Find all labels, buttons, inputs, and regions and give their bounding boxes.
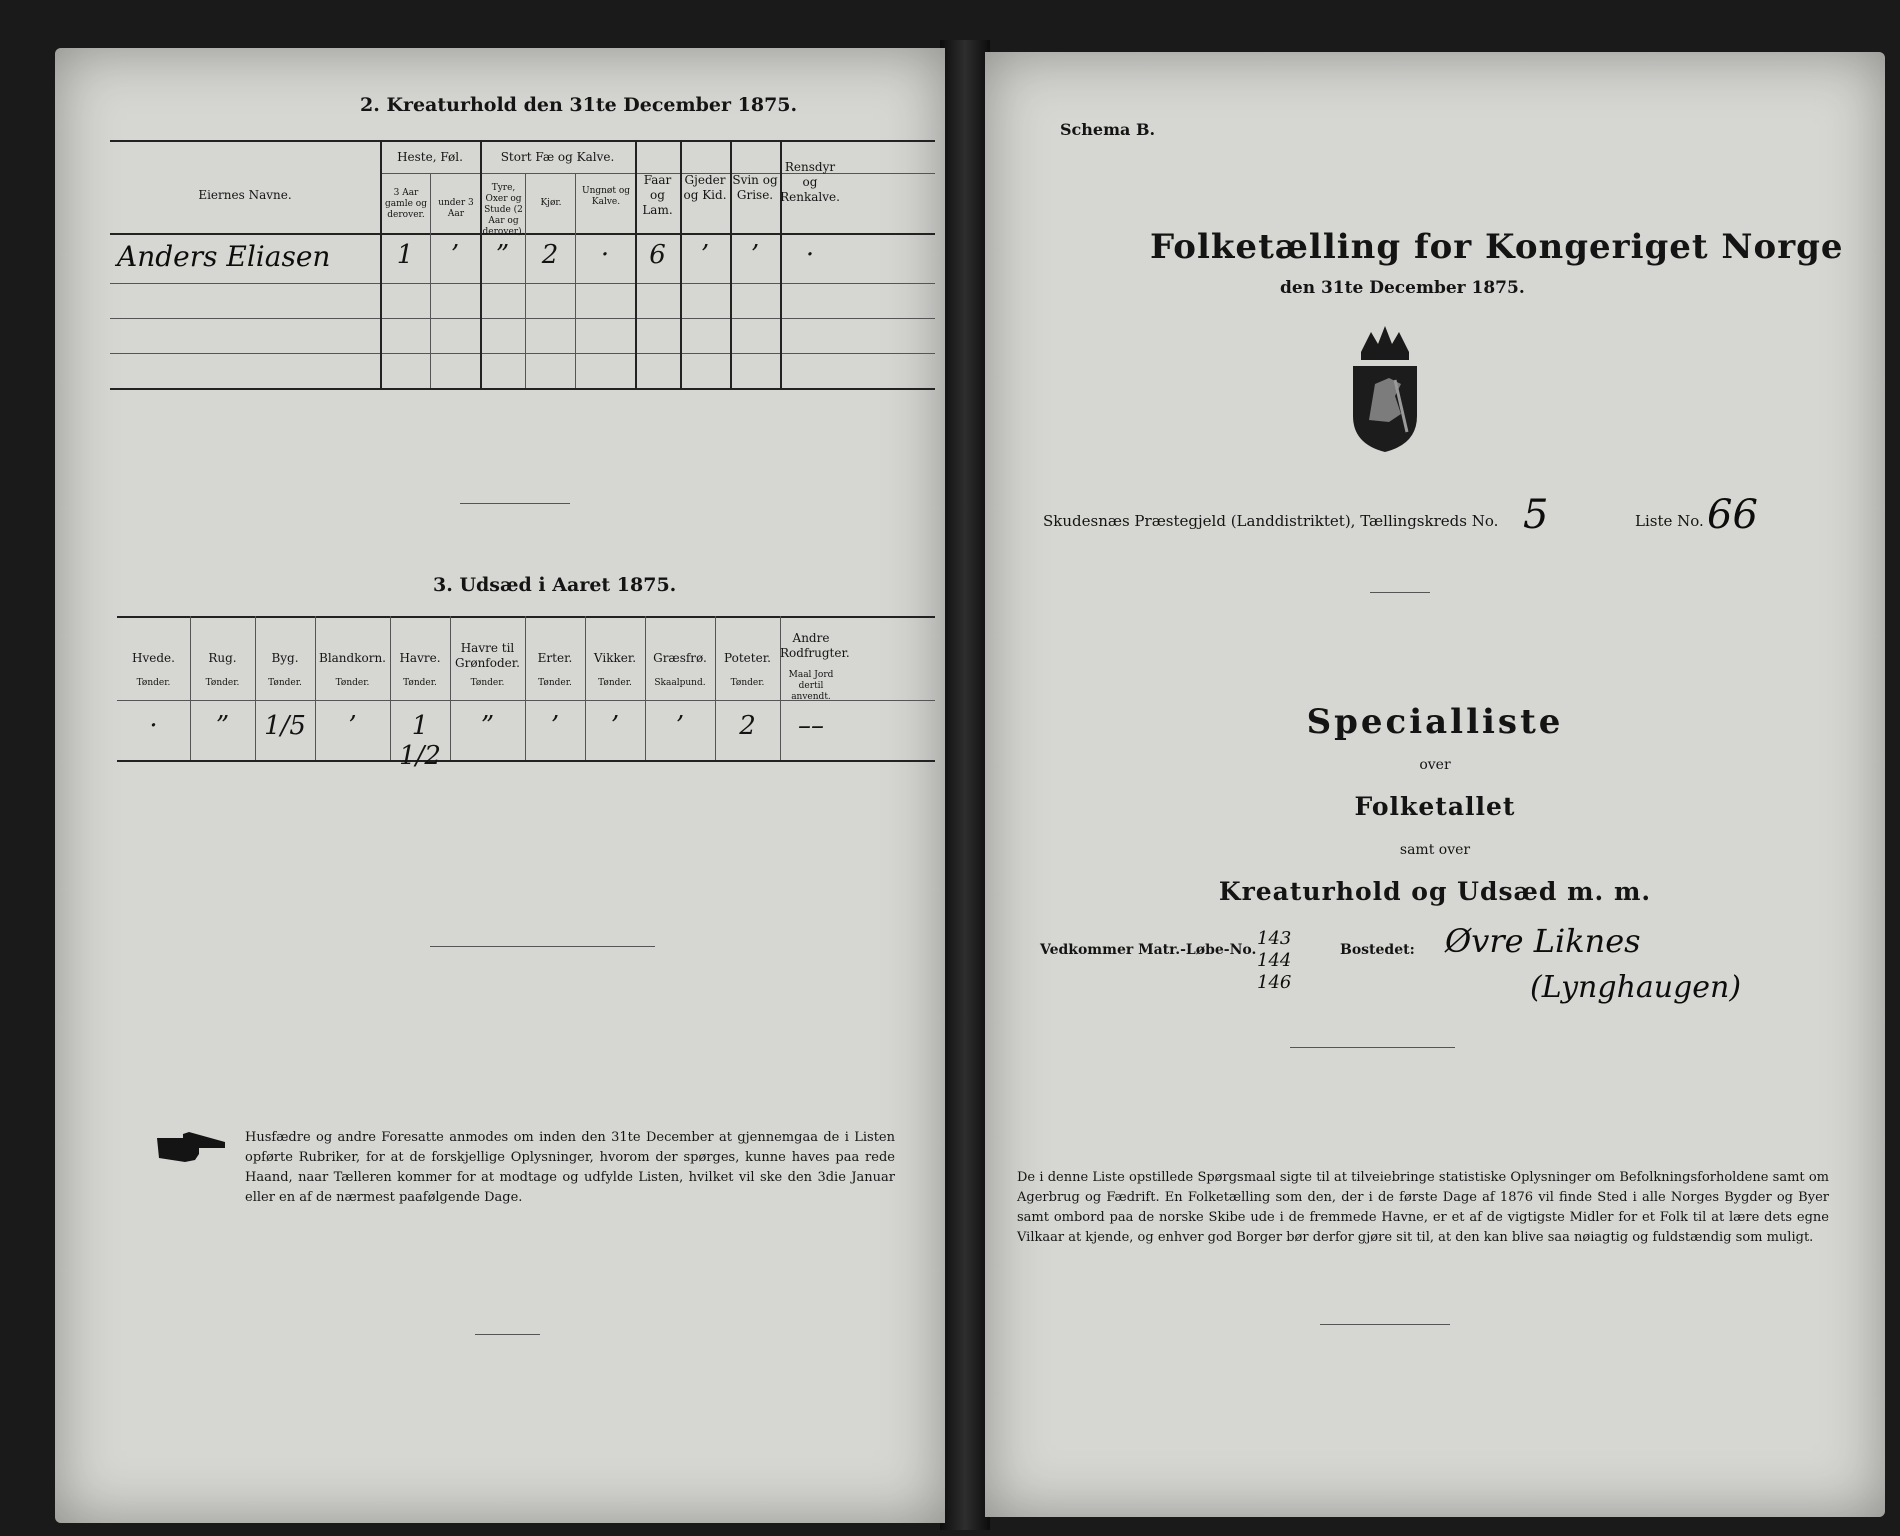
seed-header: Hvede. (132, 651, 175, 665)
liste-number: 66 (1707, 492, 1758, 538)
livestock-cell: 6 (649, 240, 666, 270)
cows-header: Kjør. (540, 198, 562, 208)
seed-header: Poteter. (724, 651, 771, 665)
livestock-cell: ’ (450, 240, 460, 270)
seed-cell: ” (215, 711, 230, 741)
seed-top-rule (117, 616, 935, 618)
separator-rule (1290, 1047, 1455, 1048)
book-gutter (940, 40, 990, 1530)
seed-cell: ’ (348, 711, 357, 741)
kreaturhold-heading: Kreaturhold og Udsæd m. m. (1218, 877, 1652, 906)
matr-label: Vedkommer Matr.-Løbe-No. (1040, 942, 1257, 958)
right-page (985, 52, 1885, 1517)
cattle-group-header: Stort Fæ og Kalve. (500, 150, 615, 164)
horses-3plus-header: 3 Aar gamle og derover. (385, 188, 427, 220)
bosted-subvalue: (Lynghaugen) (1530, 970, 1742, 1005)
seed-header: Blandkorn. (319, 651, 386, 665)
bosted-label: Bostedet: (1340, 942, 1415, 958)
seed-unit: Tønder. (538, 678, 572, 688)
census-title: Folketælling for Kongeriget Norge (1150, 227, 1844, 267)
district-label: Skudesnæs Præstegjeld (Landdistriktet), Tællingskreds No. (1043, 512, 1499, 530)
sheep-header: Faar og Lam. (642, 173, 673, 217)
seed-cell: ’ (610, 711, 620, 741)
specialliste-heading: Specialliste (1306, 702, 1564, 742)
separator-rule (1370, 592, 1430, 593)
district-number: 5 (1523, 492, 1549, 538)
norway-coat-of-arms-icon (1345, 322, 1425, 454)
matr-number: 146 (1257, 972, 1292, 993)
livestock-cell: ” (495, 240, 510, 270)
seed-title: 3. Udsæd i Aaret 1875. (433, 574, 677, 596)
samt-over-label: samt over (1399, 842, 1471, 858)
goats-header: Gjeder og Kid. (683, 173, 727, 202)
livestock-cell: ’ (750, 240, 760, 270)
seed-header: Andre Rodfrugter. (780, 631, 850, 660)
seed-unit: Tønder. (598, 678, 632, 688)
seed-header: Vikker. (593, 651, 637, 665)
census-date: den 31te December 1875. (1280, 278, 1525, 298)
livestock-top-rule (110, 140, 935, 142)
owner-name-entry: Anders Eliasen (117, 240, 331, 273)
seed-unit: Tønder. (403, 678, 437, 688)
seed-cell: –– (798, 711, 824, 741)
info-text: De i denne Liste opstillede Spørgsmaal sigte til at tilveiebringe statistiske Oplysninger om Befolkningsforholdene samt om Agerbrug og Fædrift. En Folketælling som den, der i de første Dage af 1876 vil finde Sted i alle Norges Bygder og Byer samt ombord paa de norske Skibe ude i de fremmede Havne, er et af de vigtigste Midler for et Folk til at lære dets egne Vilkaar at kjende, og enhver god Borger bør derfor gjøre sit til, at den kan blive saa nøiagtig og fuldstændig som muligt. (1017, 1170, 1829, 1245)
seed-unit: Tønder. (268, 678, 302, 688)
livestock-cell: · (805, 240, 815, 270)
liste-label: Liste No. (1635, 512, 1704, 530)
livestock-cell: 2 (541, 240, 559, 270)
seed-unit: Maal Jord dertil anvendt. (788, 670, 834, 702)
left-page (55, 48, 945, 1523)
separator-rule (1320, 1324, 1450, 1325)
seed-cell: ” (480, 711, 495, 741)
seed-header: Havre. (399, 651, 441, 665)
seed-unit: Tønder. (335, 678, 370, 688)
horses-group-header: Heste, Føl. (397, 150, 463, 164)
livestock-cell: · (600, 240, 610, 270)
bulls-header: Tyre, Oxer og Stude (2 Aar og derover). (482, 183, 525, 237)
pigs-header: Svin og Grise. (732, 173, 778, 202)
bosted-value: Øvre Liknes (1445, 922, 1641, 960)
livestock-title: 2. Kreaturhold den 31te December 1875. (360, 94, 798, 116)
seed-unit: Skaalpund. (654, 678, 706, 688)
seed-unit: Tønder. (136, 678, 171, 688)
seed-unit: Tønder. (205, 678, 240, 688)
seed-header: Erter. (537, 651, 573, 665)
notice-text: Husfædre og andre Foresatte anmodes om inden den 31te December at gjennemgaa de i Listen opførte Rubriker, for at de forskjellige Oplysninger, hvorom der spørges, kunne haves paa rede Haand, naar Tælleren kommer for at modtage og udfylde Listen, hvilket vil ske den 3die Januar eller en af de nærmest paafølgende Dage. (245, 1130, 895, 1205)
reindeer-header: Rensdyr og Renkalve. (780, 160, 840, 204)
matr-number: 144 (1257, 950, 1292, 971)
livestock-cell: ’ (700, 240, 710, 270)
seed-unit: Tønder. (730, 678, 765, 688)
schema-label: Schema B. (1060, 120, 1156, 139)
seed-header: Byg. (271, 651, 299, 665)
separator-rule (475, 1334, 540, 1335)
seed-unit: Tønder. (470, 678, 505, 688)
seed-cell: ’ (550, 711, 560, 741)
seed-header: Græsfrø. (653, 651, 707, 665)
seed-cell: ’ (675, 711, 685, 741)
seed-cell: 1 1/2 (399, 711, 441, 771)
matr-number: 143 (1257, 928, 1292, 949)
pointing-hand-icon (155, 1128, 230, 1168)
over-label: over (1419, 757, 1451, 773)
seed-header: Rug. (208, 651, 237, 665)
seed-cell: · (149, 711, 158, 741)
horses-under3-header: under 3 Aar (438, 198, 474, 219)
livestock-cell: 1 (396, 240, 414, 270)
seed-cell: 1/5 (264, 711, 306, 741)
owner-header: Eiernes Navne. (198, 188, 292, 202)
separator-rule (460, 503, 570, 504)
folketallet-heading: Folketallet (1354, 792, 1516, 821)
young-cattle-header: Ungnøt og Kalve. (581, 186, 630, 207)
seed-cell: 2 (739, 711, 756, 741)
seed-header: Havre til Grønfoder. (455, 641, 520, 670)
separator-rule (430, 946, 655, 947)
